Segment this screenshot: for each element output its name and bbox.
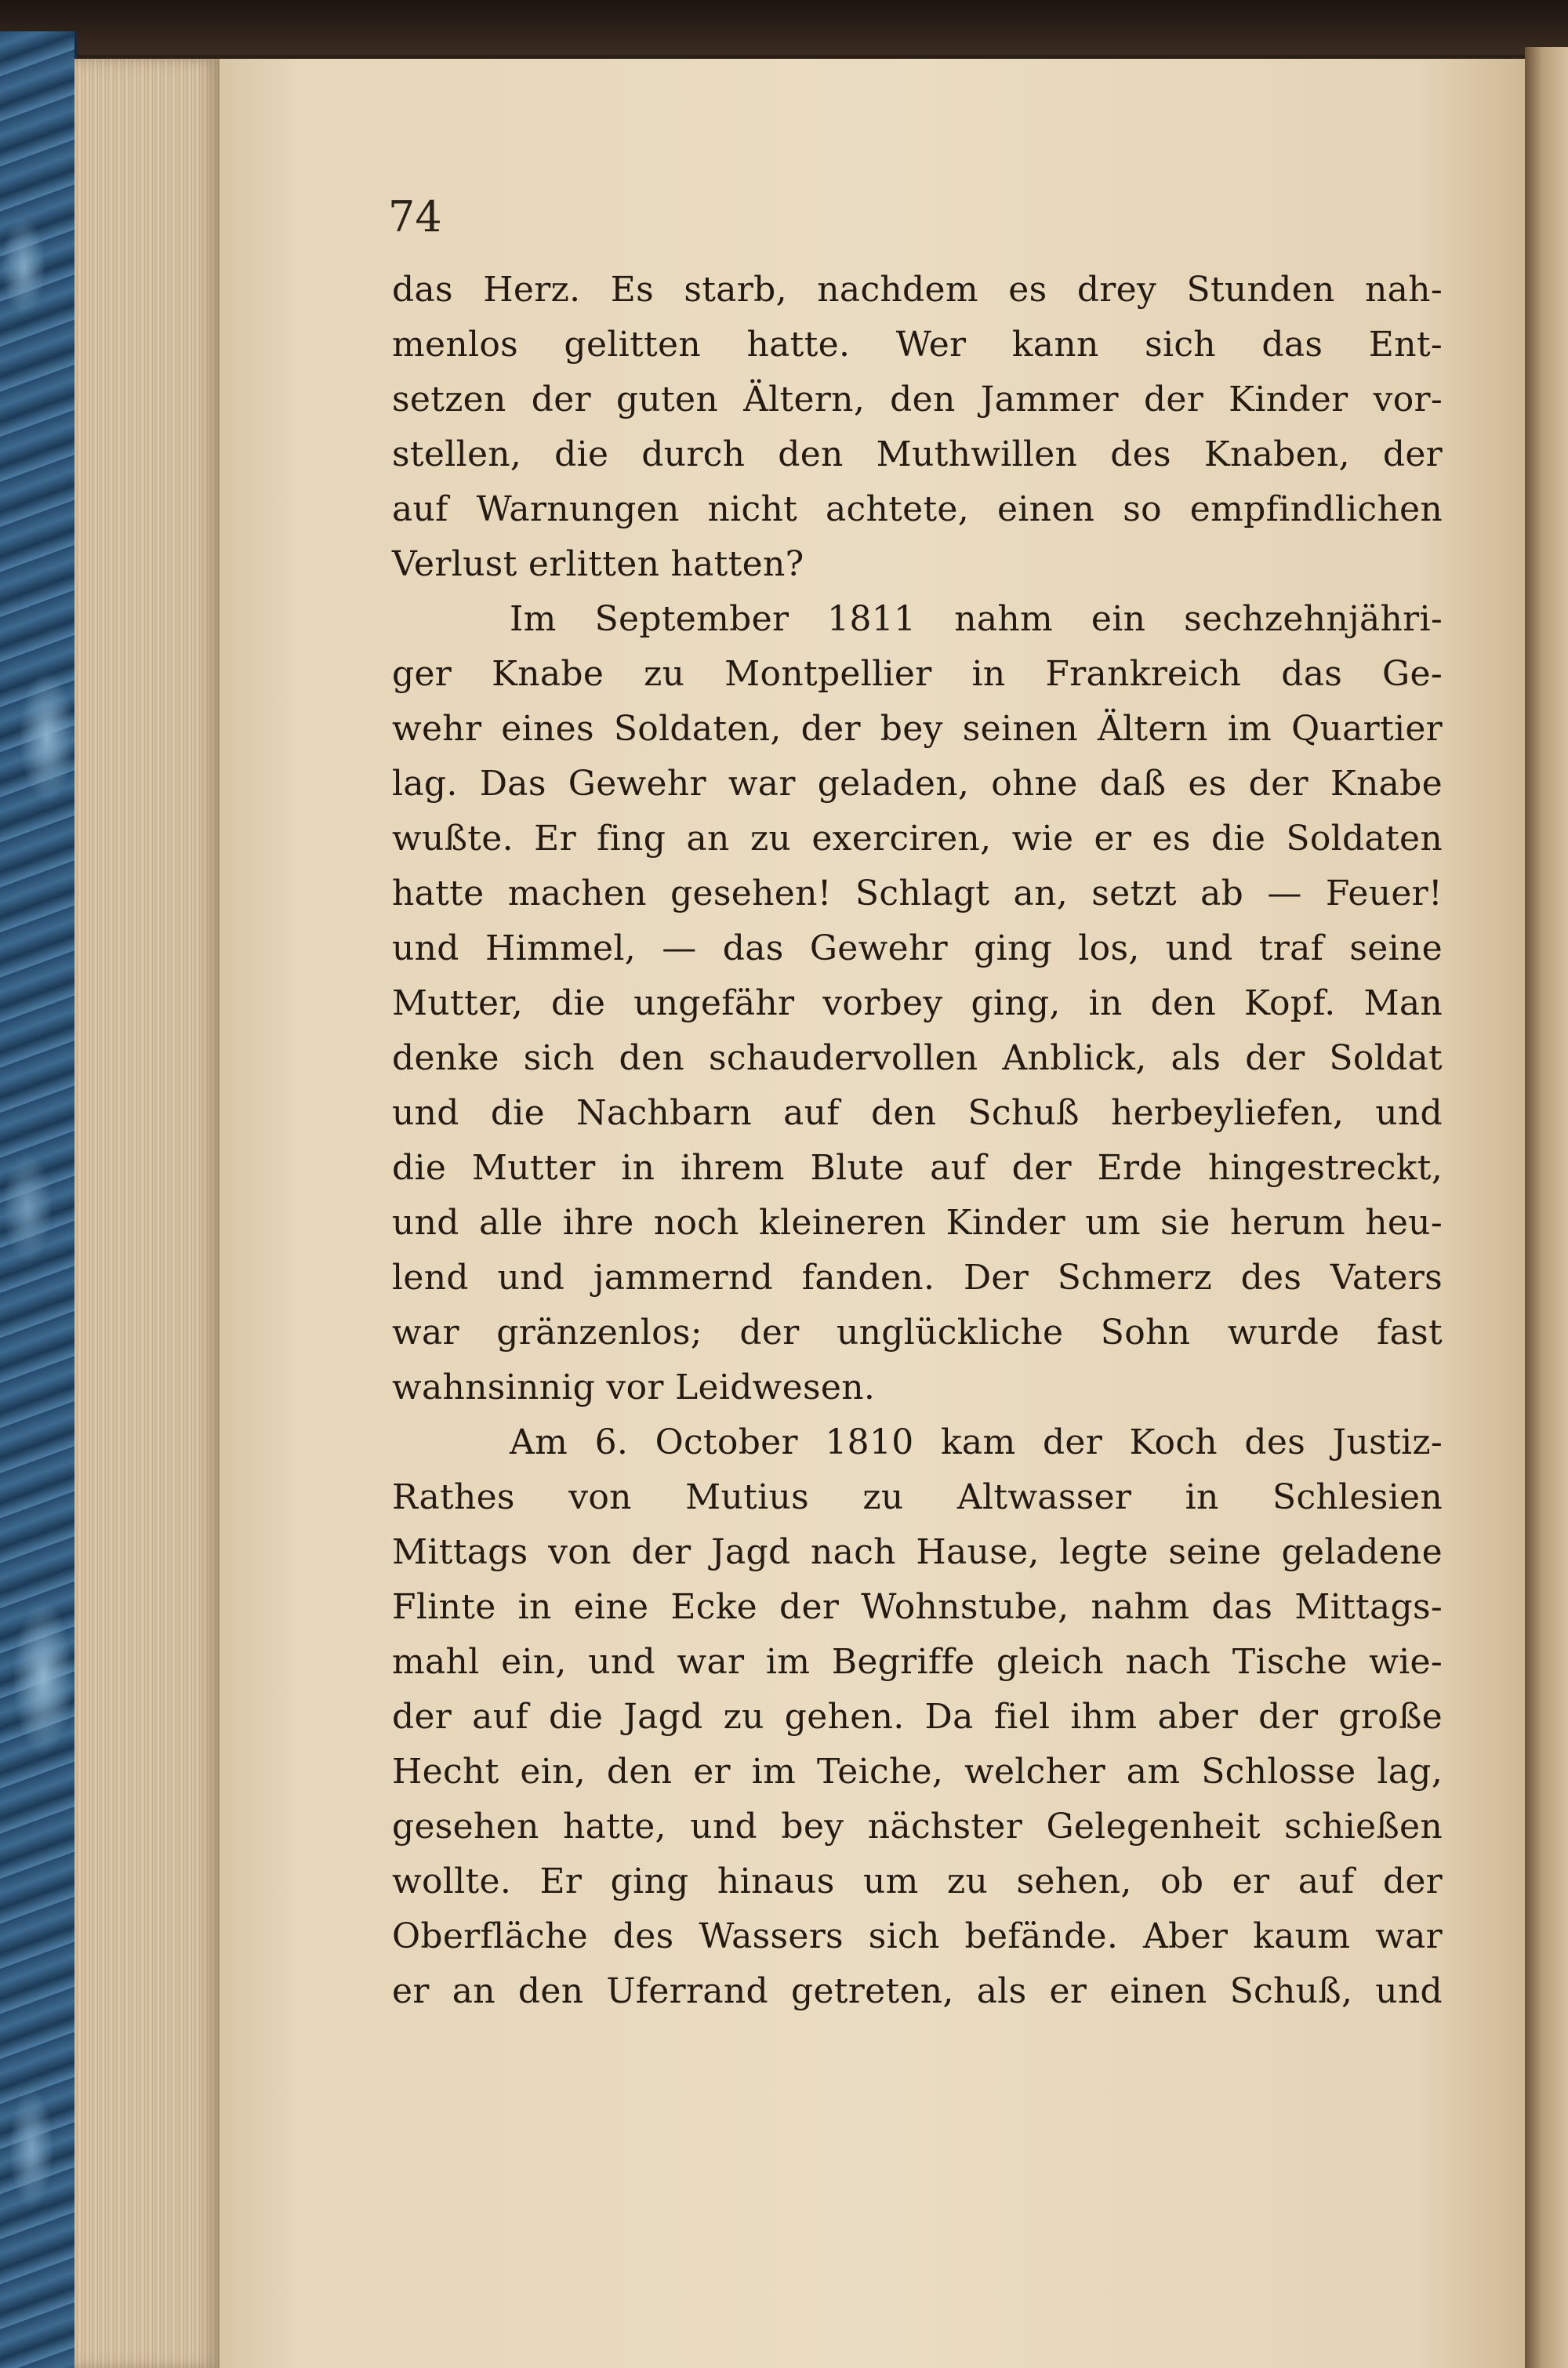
text-line: der auf die Jagd zu gehen. Da fiel ihm aber der große	[392, 1697, 1443, 1737]
text-line: und Himmel, — das Gewehr ging los, und traf seine	[392, 928, 1443, 968]
text-line: Am 6. October 1810 kam der Koch des Justiz-	[510, 1422, 1443, 1462]
text-line: er an den Uferrand getreten, als er einen Schuß, und	[392, 1971, 1443, 2011]
text-line: wahnsinnig vor Leidwesen.	[392, 1367, 876, 1407]
text-line: hatte machen gesehen! Schlagt an, setzt ab — Feuer!	[392, 873, 1443, 913]
text-line: war gränzenlos; der unglückliche Sohn wurde fast	[392, 1313, 1443, 1353]
text-line: Oberfläche des Wassers sich befände. Aber kaum war	[392, 1916, 1443, 1956]
text-line: stellen, die durch den Muthwillen des Knaben, der	[392, 434, 1443, 474]
text-line: Hecht ein, den er im Teiche, welcher am Schlosse lag,	[392, 1752, 1443, 1792]
text-line: Im September 1811 nahm ein sechzehnjähri-	[510, 599, 1443, 639]
text-line: menlos gelitten hatte. Wer kann sich das Ent-	[392, 325, 1443, 365]
text-line: ger Knabe zu Montpellier in Frankreich das Ge-	[392, 654, 1443, 694]
text-line: Flinte in eine Ecke der Wohnstube, nahm das Mittags-	[392, 1587, 1443, 1627]
text-line: das Herz. Es starb, nachdem es drey Stunden nah-	[392, 270, 1443, 310]
text-line: mahl ein, und war im Begriffe gleich nach Tische wie-	[392, 1642, 1443, 1682]
body-text	[392, 263, 1443, 2019]
text-line: und die Nachbarn auf den Schuß herbeyliefen, und	[392, 1093, 1443, 1133]
text-line: denke sich den schaudervollen Anblick, als der Soldat	[392, 1038, 1443, 1078]
binding-shadow	[0, 0, 1568, 55]
text-line: lend und jammernd fanden. Der Schmerz des Vaters	[392, 1258, 1443, 1298]
marbled-cover	[0, 31, 78, 2368]
text-line: und alle ihre noch kleineren Kinder um sie herum heu-	[392, 1203, 1443, 1243]
text-line: Rathes von Mutius zu Altwasser in Schlesien	[392, 1477, 1443, 1517]
text-line: auf Warnungen nicht achtete, einen so empfindlichen	[392, 489, 1443, 529]
text-line: gesehen hatte, und bey nächster Gelegenheit schießen	[392, 1807, 1443, 1847]
text-line: lag. Das Gewehr war geladen, ohne daß es der Knabe	[392, 764, 1443, 804]
next-page-edge	[1525, 47, 1568, 2368]
page-number: 74	[388, 192, 442, 242]
page-edges	[74, 59, 220, 2368]
text-line: wußte. Er fing an zu exerciren, wie er es die Soldaten	[392, 819, 1443, 859]
text-line: setzen der guten Ältern, den Jammer der Kinder vor-	[392, 380, 1443, 419]
text-line: Mittags von der Jagd nach Hause, legte seine geladene	[392, 1532, 1443, 1572]
text-line: wehr eines Soldaten, der bey seinen Ältern im Quartier	[392, 709, 1443, 749]
text-line: Verlust erlitten hatten?	[392, 544, 804, 584]
text-line: die Mutter in ihrem Blute auf der Erde hingestreckt,	[392, 1148, 1443, 1188]
text-line: wollte. Er ging hinaus um zu sehen, ob er auf der	[392, 1861, 1443, 1901]
text-line: Mutter, die ungefähr vorbey ging, in den Kopf. Man	[392, 983, 1443, 1023]
